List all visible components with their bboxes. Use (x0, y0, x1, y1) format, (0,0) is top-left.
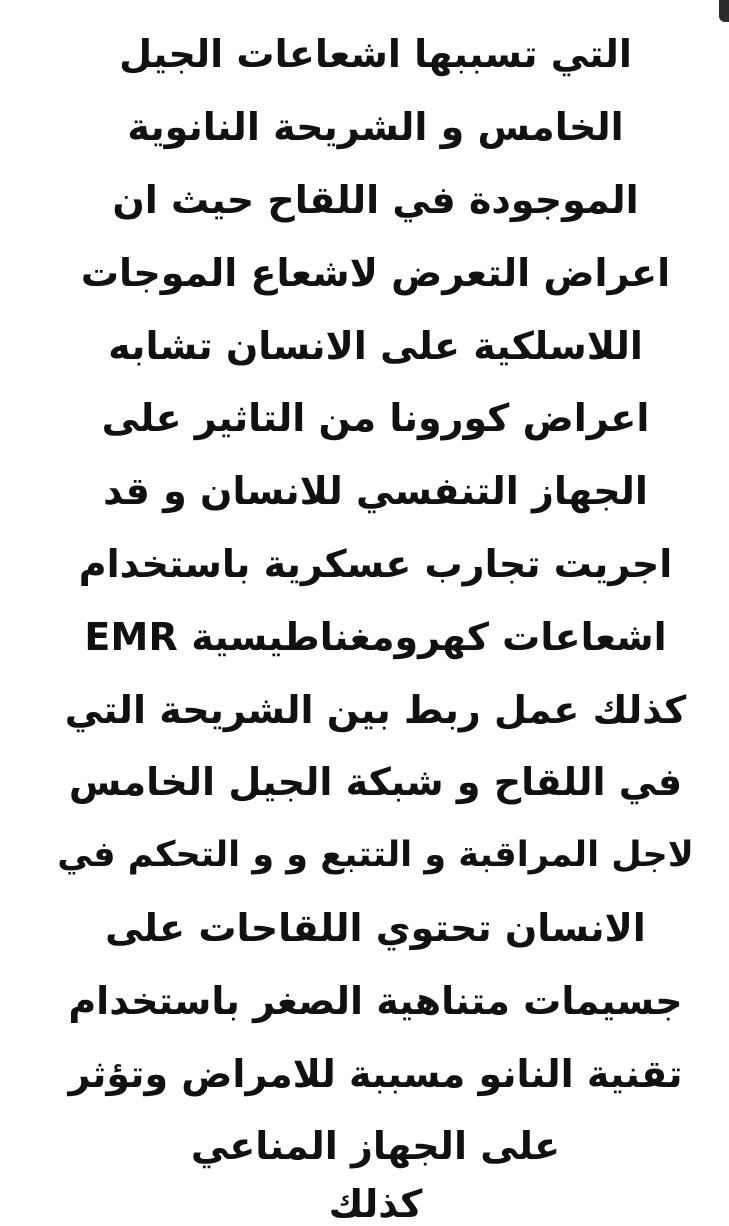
text-line-4: اعراض التعرض لاشعاع الموجات (80, 250, 671, 295)
text-line-11: في اللقاح و شبكة الجيل الخامس (68, 760, 683, 805)
text-line-3: الموجودة في اللقاح حيث ان (112, 177, 639, 222)
text-line-6: اعراض كورونا من التاثير على (101, 396, 650, 441)
text-line-14: جسيمات متناهية الصغر باستخدام (68, 978, 683, 1023)
text-line-12: لاجل المراقبة و التتبع و و التحكم في (57, 834, 694, 875)
text-line-5: اللاسلكية على الانسان تشابه (108, 323, 643, 368)
arabic-text-body (57, 18, 694, 1226)
text-line-15: تقنية النانو مسببة للامراض وتؤثر (68, 1051, 683, 1096)
text-line-16: على الجهاز المناعي (190, 1124, 561, 1169)
text-line-9: اشعاعات كهرومغناطيسية EMR (84, 614, 667, 659)
text-line-13: الانسان تحتوي اللقاحات على (105, 905, 646, 950)
text-line-1: التي تسببها اشعاعات الجيل (119, 32, 632, 77)
text-line-17: كذلك (328, 1181, 423, 1226)
screen-edge (719, 0, 729, 22)
text-line-10: كذلك عمل ربط بين الشريحة التي (64, 687, 687, 732)
text-line-7: الجهاز التنفسي للانسان و قد (103, 469, 648, 514)
text-line-8: اجريت تجارب عسكرية باستخدام (78, 541, 673, 586)
text-line-2: الخامس و الشريحة النانوية (127, 105, 624, 150)
